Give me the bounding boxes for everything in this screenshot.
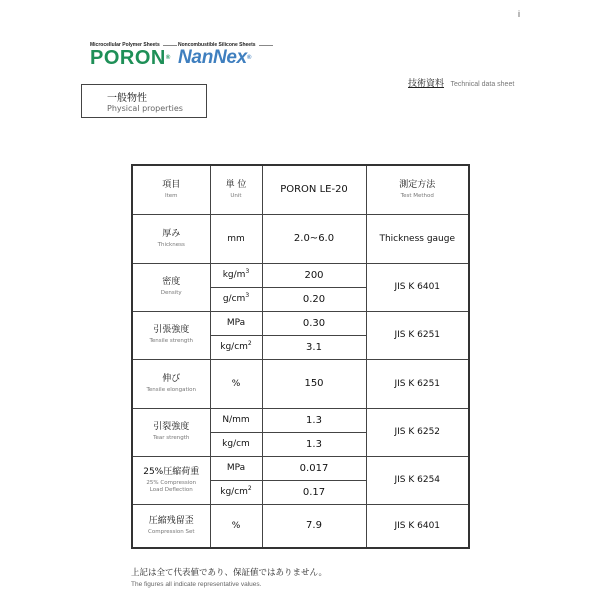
value-cell: 7.9 <box>262 504 366 548</box>
value-cell: 0.017 <box>262 456 366 480</box>
table-header-row <box>132 165 469 214</box>
document-type-jp: 技術資料 <box>408 78 445 88</box>
unit-cell: $kg/cm^2$ <box>210 480 262 504</box>
physical-properties-table <box>131 164 470 549</box>
method-cell: JIS K 6401 <box>366 263 469 311</box>
unit-cell: % <box>210 504 262 548</box>
header-method: 測定方法 Test Method <box>366 165 469 214</box>
nannex-logo: Noncombustible Silicone Sheets NanNex® <box>178 42 273 69</box>
table-row <box>132 456 469 480</box>
footnote-en: The figures all indicate representative values. <box>131 581 262 588</box>
unit-cell: mm <box>210 214 262 263</box>
method-cell: JIS K 6251 <box>366 359 469 408</box>
method-cell: Thickness gauge <box>366 214 469 263</box>
table-row <box>132 263 469 287</box>
method-cell: JIS K 6254 <box>366 456 469 504</box>
value-cell: 0.17 <box>262 480 366 504</box>
header-item: 項目 Item <box>132 165 210 214</box>
unit-cell: N/mm <box>210 408 262 432</box>
value-cell: 0.20 <box>262 287 366 311</box>
section-title-en: Physical properties <box>107 104 183 113</box>
property-name: 25%圧縮荷重 25% Compression Load Deflection <box>132 456 210 504</box>
nannex-wordmark: NanNex <box>178 47 247 68</box>
value-cell: 3.1 <box>262 335 366 359</box>
method-cell: JIS K 6252 <box>366 408 469 456</box>
unit-cell: kg/cm <box>210 432 262 456</box>
section-heading-box <box>81 84 207 118</box>
poron-wordmark: PORON <box>90 47 166 69</box>
value-cell: 1.3 <box>262 408 366 432</box>
unit-cell: MPa <box>210 311 262 335</box>
table-row <box>132 504 469 548</box>
table-row <box>132 214 469 263</box>
value-cell: 150 <box>262 359 366 408</box>
poron-logo: Microcellular Polymer Sheets PORON® <box>90 42 177 69</box>
table-row <box>132 311 469 335</box>
footnote <box>131 566 327 588</box>
corner-mark: i <box>518 9 520 19</box>
section-title-jp: 一般物性 <box>107 93 147 104</box>
document-type <box>408 73 514 91</box>
unit-cell: % <box>210 359 262 408</box>
table-row <box>132 408 469 432</box>
table-row <box>132 359 469 408</box>
value-cell: 0.30 <box>262 311 366 335</box>
poron-tagline: Microcellular Polymer Sheets <box>90 42 177 48</box>
unit-cell: $g/cm^3$ <box>210 287 262 311</box>
property-name: 引裂強度 Tear strength <box>132 408 210 456</box>
property-name: 引張強度 Tensile strength <box>132 311 210 359</box>
unit-cell: $kg/m^3$ <box>210 263 262 287</box>
value-cell: 1.3 <box>262 432 366 456</box>
header-unit: 単 位 Unit <box>210 165 262 214</box>
value-cell: 200 <box>262 263 366 287</box>
unit-cell: MPa <box>210 456 262 480</box>
unit-cell: $kg/cm^2$ <box>210 335 262 359</box>
footnote-jp: 上記は全て代表値であり、保証値ではありません。 <box>131 568 328 578</box>
property-name: 厚み Thickness <box>132 214 210 263</box>
nannex-tagline: Noncombustible Silicone Sheets <box>178 42 273 48</box>
property-name: 圧縮残留歪 Compression Set <box>132 504 210 548</box>
property-name: 密度 Density <box>132 263 210 311</box>
method-cell: JIS K 6401 <box>366 504 469 548</box>
header-product: PORON LE-20 <box>262 165 366 214</box>
property-name: 伸び Tensile elongation <box>132 359 210 408</box>
method-cell: JIS K 6251 <box>366 311 469 359</box>
value-cell: 2.0~6.0 <box>262 214 366 263</box>
document-type-en: Technical data sheet <box>450 81 515 88</box>
